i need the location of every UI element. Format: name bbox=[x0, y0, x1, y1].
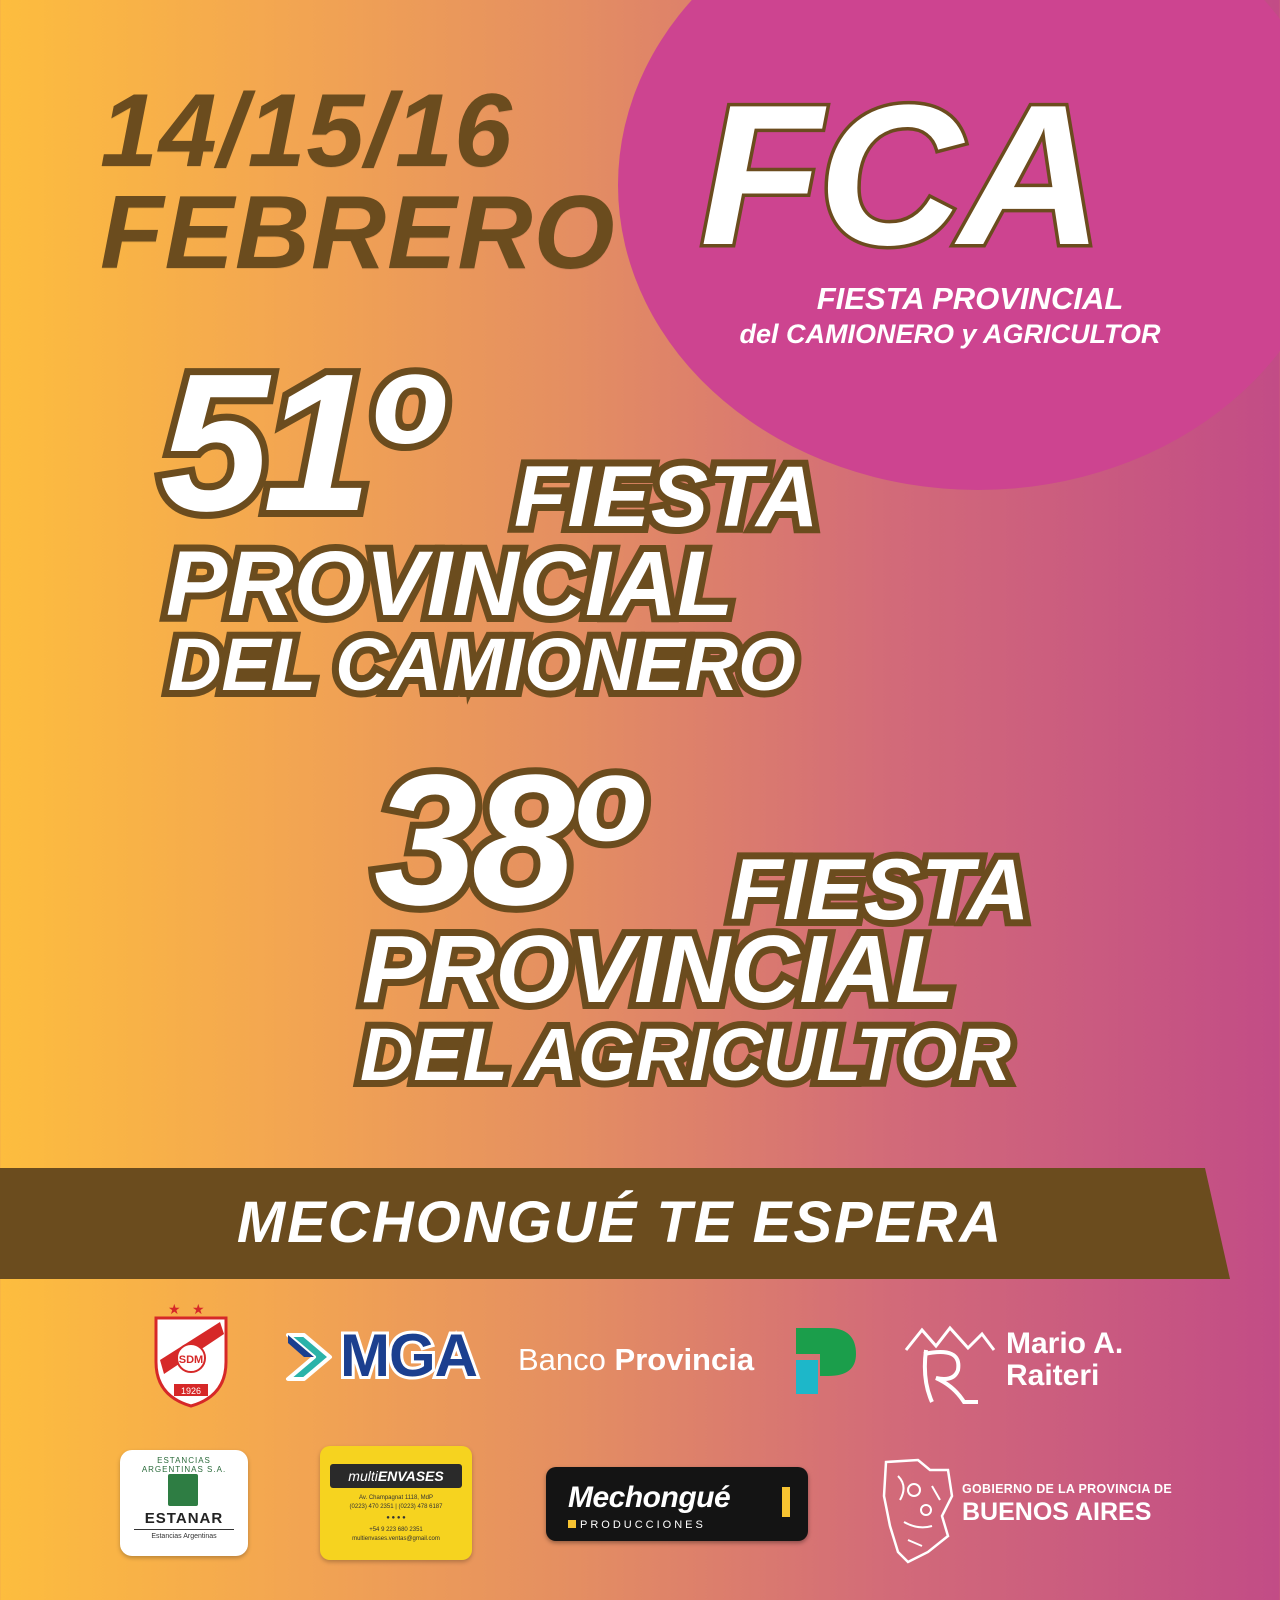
estanar-name: ESTANAR bbox=[144, 1510, 224, 1527]
camionero-edition-number: 51º bbox=[160, 333, 432, 552]
multienvases-address: Av. Champagnat 1118, MdP bbox=[359, 1495, 433, 1501]
fca-logo-text: FCA bbox=[700, 64, 1100, 287]
camionero-title-line3: DEL CAMIONERO bbox=[168, 623, 796, 706]
sdm-year: 1926 bbox=[180, 1386, 202, 1396]
banner-text: MECHONGUÉ TE ESPERA bbox=[236, 1190, 1004, 1255]
mario-raiteri-logo bbox=[902, 1320, 1162, 1408]
agricultor-title-line3: DEL AGRICULTOR bbox=[360, 1013, 1011, 1096]
banco-word2: Provincia bbox=[614, 1342, 755, 1377]
banco-provincia-icon bbox=[792, 1324, 862, 1398]
estanar-tagline: ESTANCIAS ARGENTINAS S.A. bbox=[141, 1456, 227, 1474]
fca-subtitle-line1: FIESTA PROVINCIAL bbox=[816, 281, 1124, 316]
estanar-logo bbox=[120, 1450, 248, 1556]
multienvases-email: multienvases.ventas@gmail.com bbox=[352, 1536, 440, 1542]
dates-days: 14/15/16 bbox=[100, 73, 513, 189]
multienvases-whatsapp: +54 9 223 680 2351 bbox=[369, 1527, 423, 1533]
camionero-title-line2: PROVINCIAL bbox=[166, 533, 734, 635]
multienvases-title-b: ENVASES bbox=[377, 1468, 444, 1484]
gobierno-buenos-aires-logo bbox=[878, 1456, 1178, 1566]
camionero-title-line1: FIESTA bbox=[514, 449, 820, 545]
banco-provincia-logo bbox=[518, 1324, 858, 1406]
buenos-aires-map-icon bbox=[878, 1456, 956, 1566]
agricultor-title-line1: FIESTA bbox=[730, 842, 1030, 938]
multienvases-phones: (0223) 470 2351 | (0223) 478 6187 bbox=[349, 1504, 443, 1510]
raiteri-line1: Mario A. bbox=[1006, 1327, 1124, 1360]
mga-logo bbox=[284, 1315, 484, 1397]
mechongue-producciones-sub: PRODUCCIONES bbox=[568, 1519, 706, 1531]
sdm-club-logo bbox=[150, 1300, 232, 1408]
multienvases-title-a: multi bbox=[348, 1468, 378, 1484]
svg-text:★: ★ bbox=[168, 1301, 181, 1317]
banco-word1: Banco bbox=[518, 1342, 606, 1377]
sdm-letters: SDM bbox=[178, 1354, 204, 1366]
raiteri-r-icon bbox=[902, 1320, 998, 1408]
agricultor-title-line2: PROVINCIAL bbox=[362, 916, 955, 1023]
mechongue-producciones-logo bbox=[546, 1467, 808, 1541]
estanar-small-text: Estancias Argentinas bbox=[151, 1533, 217, 1540]
mga-name: MGA bbox=[340, 1322, 477, 1389]
mechongue-producciones-name: Mechongué bbox=[568, 1481, 731, 1514]
fca-subtitle-line2: del CAMIONERO y AGRICULTOR bbox=[739, 319, 1161, 349]
mga-chevron-icon bbox=[284, 1327, 344, 1387]
estanar-divider bbox=[134, 1529, 234, 1530]
multienvases-social-icons: ● ● ● ● bbox=[386, 1515, 406, 1521]
agricultor-edition-number: 38º bbox=[374, 737, 631, 944]
dates-month: FEBRERO bbox=[100, 175, 616, 291]
estanar-icon bbox=[168, 1474, 198, 1506]
event-dates bbox=[100, 73, 616, 291]
multienvases-logo bbox=[320, 1446, 472, 1560]
gobierno-line1: GOBIERNO DE LA PROVINCIA DE bbox=[962, 1482, 1172, 1496]
mechongue-producciones-bar bbox=[782, 1487, 790, 1517]
gobierno-line2: BUENOS AIRES bbox=[962, 1498, 1152, 1526]
svg-text:★: ★ bbox=[192, 1301, 205, 1317]
raiteri-line2: Raiteri bbox=[1006, 1359, 1100, 1392]
